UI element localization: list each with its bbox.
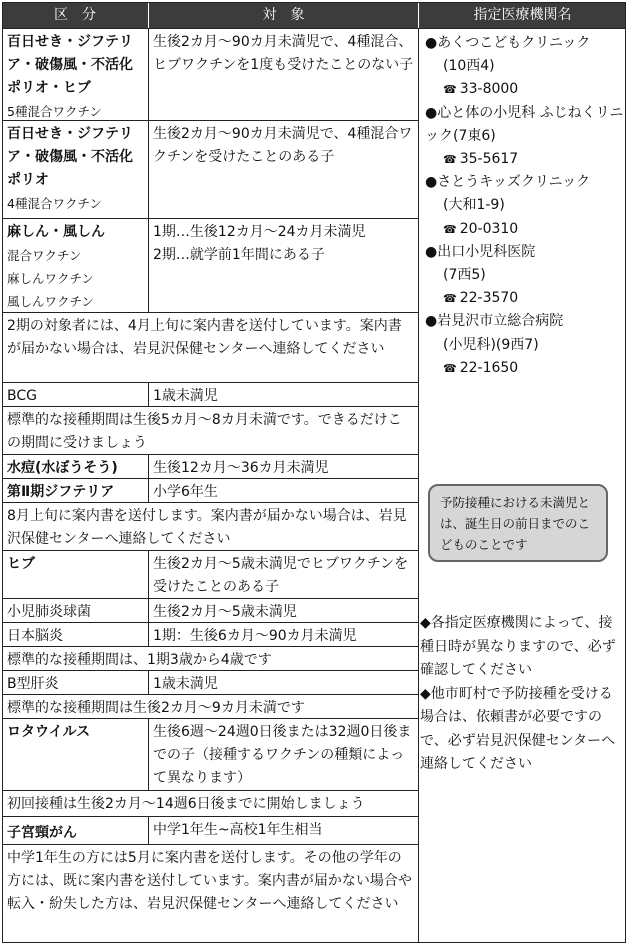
row-4in1-target: 生後2カ月～90カ月未満児で、4種混合ワクチンを受けたことのある子 [148,120,418,218]
row-rota-note: 初回接種は生後2カ月～14週6日後までに開始しましょう [2,790,418,816]
target-line: 2期…就学前1年間にある子 [153,247,325,263]
clinic-phone: ☎ 22-3570 [425,287,624,310]
row-5in1-name [2,28,148,120]
row-mr-name [2,218,148,312]
clinic-name: ●岩見沢市立総合病院 [425,313,564,330]
row-dt2-name: 第Ⅱ期ジフテリア [2,478,148,502]
row-hpv-target: 中学1年生~高校1年生相当 [148,816,418,844]
clinic-phone: ☎ 33-8000 [425,78,624,101]
clinic-phone: ☎ 35-5617 [425,148,624,171]
row-4in1-name [2,120,148,218]
clinic-name: ●あくつこどもクリニック [425,35,591,51]
row-bcg-note: 標準的な接種期間は生後5カ月～8カ月未満です。できるだけこの期間に受けましょう [2,406,418,454]
row-name-text: 麻しん・風しん [7,224,105,240]
clinic-phone: ☎ 20-0310 [425,218,624,241]
row-pcv-target: 生後2カ月～5歳未満児 [148,598,418,622]
row-bcg-name: BCG [2,382,148,406]
row-sub-text: 混合ワクチン [7,248,82,263]
row-pcv-name: 小児肺炎球菌 [2,598,148,622]
tip-item: ◆他市町村で予防接種を受ける場合は、依頼書が必要ですので、必ず岩見沢保健センターへ連絡してください [420,685,616,772]
row-hepb-target: 1歳未満児 [148,670,418,694]
row-5in1-target: 生後2カ月～90カ月未満児で、4種混合、ヒブワクチンを1度も受けたことのない子 [148,28,418,120]
row-hib-target: 生後2カ月～5歳未満児でヒブワクチンを受けたことのある子 [148,550,418,598]
row-rota-target: 生後6週～24週0日後または32週0日後までの子（接種するワクチンの種類によって異なります） [148,718,418,790]
row-mr-note: 2期の対象者には、4月上旬に案内書を送付しています。案内書が届かない場合は、岩見沢保健センターへ連絡してください [2,312,418,382]
row-varicella-target: 生後12カ月～36カ月未満児 [148,454,418,478]
row-hpv-name: 子宮頸がん [2,816,148,844]
clinic-address: (10西4) [443,58,495,75]
clinic-address: (7西5) [443,267,486,284]
row-dt2-target: 小学6年生 [148,478,418,502]
row-name-text: 百日せき・ジフテリア・破傷風・不活化ポリオ [7,126,133,188]
header-clinic: 指定医療機関名 [418,2,626,28]
row-dt2-note: 8月上旬に案内書を送付します。案内書が届かない場合は、岩見沢保健センターへ連絡してください [2,502,418,550]
row-rota-name: ロタウイルス [2,718,148,790]
row-sub-text: 4種混合ワクチン [7,196,102,211]
row-sub-text: 風しんワクチン [7,294,94,309]
row-hpv-note: 中学1年生の方には5月に案内書を送付します。その他の学年の方には、既に案内書を送付しています。案内書が届かない場合や転入・紛失した方は、岩見沢保健センターへ連絡してください [2,844,418,943]
row-je-target: 1期：生後6カ月～90カ月未満児 [148,622,418,646]
header-category: 区 分 [2,2,148,28]
callout-box: 予防接種における未満児とは、誕生日の前日までのこどものことです [428,484,608,562]
header-target: 対 象 [148,2,418,28]
tips-block [420,612,624,777]
row-sub-text: 5種混合ワクチン [7,104,102,119]
row-bcg-target: 1歳未満児 [148,382,418,406]
clinic-name: ●心と体の小児科 ふじねくリニック(7東6) [425,104,624,144]
clinic-name: ●さとうキッズクリニック [425,174,591,191]
row-varicella-name: 水痘(水ぼうそう) [2,454,148,478]
row-hepb-note: 標準的な接種期間は生後2カ月～9カ月未満です [2,694,418,718]
row-je-name: 日本脳炎 [2,622,148,646]
tip-item: ◆各指定医療機関によって、接種日時が異なりますので、必ず確認してください [420,615,616,678]
clinic-name: ●出口小児科医院 [425,243,536,260]
clinic-address: (小児科)(9西7) [443,336,539,353]
row-hib-name: ヒブ [2,550,148,598]
row-mr-target [148,218,418,312]
clinic-phone: ☎ 22-1650 [425,357,624,380]
row-name-text: 百日せき・ジフテリア・破傷風・不活化ポリオ・ヒブ [7,34,133,96]
clinic-list [421,32,624,380]
target-line: 1期…生後12カ月～24カ月未満児 [153,224,366,240]
row-sub-text: 麻しんワクチン [7,271,94,286]
row-je-note: 標準的な接種期間は、1期3歳から4歳です [2,646,418,670]
clinic-address: (大和1-9) [443,197,505,214]
row-hepb-name: B型肝炎 [2,670,148,694]
